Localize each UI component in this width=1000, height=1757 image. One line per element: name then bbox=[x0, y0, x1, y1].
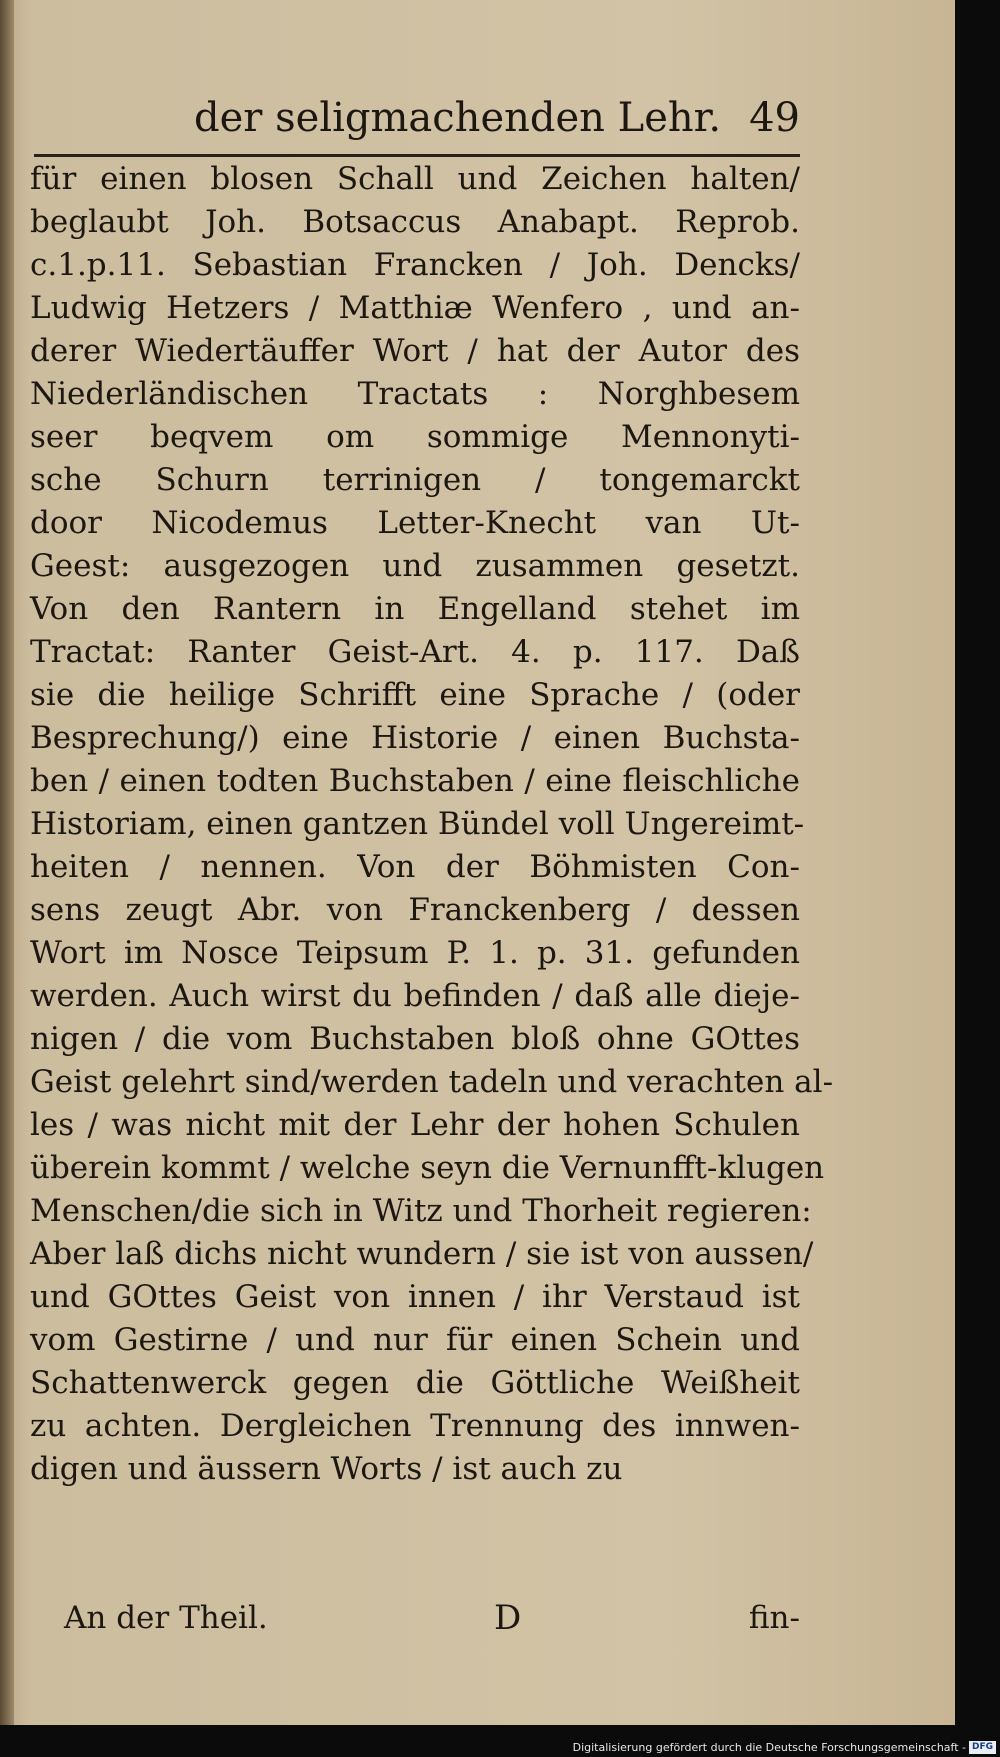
text-line: zu achten. Dergleichen Trennung des innwen- bbox=[30, 1408, 800, 1444]
text-line: seer beqvem om sommige Mennonyti- bbox=[30, 419, 800, 455]
text-line: Niederländischen Tractats : Norghbesem bbox=[30, 376, 800, 412]
text-line: Aber laß dichs nicht wundern / sie ist von aussen/ bbox=[30, 1236, 814, 1272]
dfg-logo: DFG bbox=[969, 1741, 996, 1754]
page-binding-edge bbox=[0, 0, 14, 1725]
gathering-mark: D bbox=[494, 1598, 522, 1638]
text-line: Tractat: Ranter Geist-Art. 4. p. 117. Daß bbox=[30, 634, 800, 670]
page-footer bbox=[64, 1596, 800, 1640]
text-line: Historiam, einen gantzen Bündel voll Ungereimt- bbox=[30, 806, 805, 842]
text-line: les / was nicht mit der Lehr der hohen Schulen bbox=[30, 1107, 800, 1143]
text-line: ben / einen todten Buchstaben / eine fleischliche bbox=[30, 763, 800, 799]
text-line: überein kommt / welche seyn die Vernunfft-klugen bbox=[30, 1150, 825, 1186]
credit-text: Digitalisierung gefördert durch die Deutsche Forschungsgemeinschaft - bbox=[572, 1741, 966, 1754]
text-line: Geist gelehrt sind/werden tadeln und verachten al- bbox=[30, 1064, 834, 1100]
text-line: Von den Rantern in Engelland stehet im bbox=[30, 591, 800, 627]
text-line: vom Gestirne / und nur für einen Schein und bbox=[30, 1322, 800, 1358]
text-line: für einen blosen Schall und Zeichen halten/ bbox=[30, 161, 800, 197]
text-line: sie die heilige Schrifft eine Sprache / (oder bbox=[30, 677, 800, 713]
page-number: 49 bbox=[749, 95, 800, 141]
body-text bbox=[30, 158, 834, 1491]
text-line: sche Schurn terrinigen / tongemarckt bbox=[30, 462, 800, 498]
text-line: Menschen/die sich in Witz und Thorheit regieren: bbox=[30, 1193, 812, 1229]
text-line: und GOttes Geist von innen / ihr Verstaud ist bbox=[30, 1279, 800, 1315]
text-line: werden. Auch wirst du befinden / daß alle dieje- bbox=[30, 978, 800, 1014]
text-line: sens zeugt Abr. von Franckenberg / dessen bbox=[30, 892, 800, 928]
page-header bbox=[34, 88, 800, 157]
text-line: nigen / die vom Buchstaben bloß ohne GOttes bbox=[30, 1021, 800, 1057]
text-line: Geest: ausgezogen und zusammen gesetzt. bbox=[30, 548, 800, 584]
text-line: heiten / nennen. Von der Böhmisten Con- bbox=[30, 849, 800, 885]
signature-mark: An der Theil. bbox=[64, 1600, 268, 1636]
text-line: beglaubt Joh. Botsaccus Anabapt. Reprob. bbox=[30, 204, 800, 240]
text-line: Schattenwerck gegen die Göttliche Weißheit bbox=[30, 1365, 800, 1401]
text-line: derer Wiedertäuffer Wort / hat der Autor des bbox=[30, 333, 800, 369]
text-line: Wort im Nosce Teipsum P. 1. p. 31. gefunden bbox=[30, 935, 800, 971]
catchword: fin- bbox=[748, 1600, 800, 1636]
text-line: door Nicodemus Letter-Knecht van Ut- bbox=[30, 505, 800, 541]
text-line: c.1.p.11. Sebastian Francken / Joh. Dencks/ bbox=[30, 247, 800, 283]
running-title: der seligmachenden Lehr. bbox=[194, 95, 722, 141]
text-line: Besprechung/) eine Historie / einen Buchsta- bbox=[30, 720, 800, 756]
text-line: digen und äussern Worts / ist auch zu bbox=[30, 1451, 623, 1487]
digitization-credit bbox=[0, 1739, 1000, 1757]
text-line: Ludwig Hetzers / Matthiæ Wenfero , und an- bbox=[30, 290, 800, 326]
